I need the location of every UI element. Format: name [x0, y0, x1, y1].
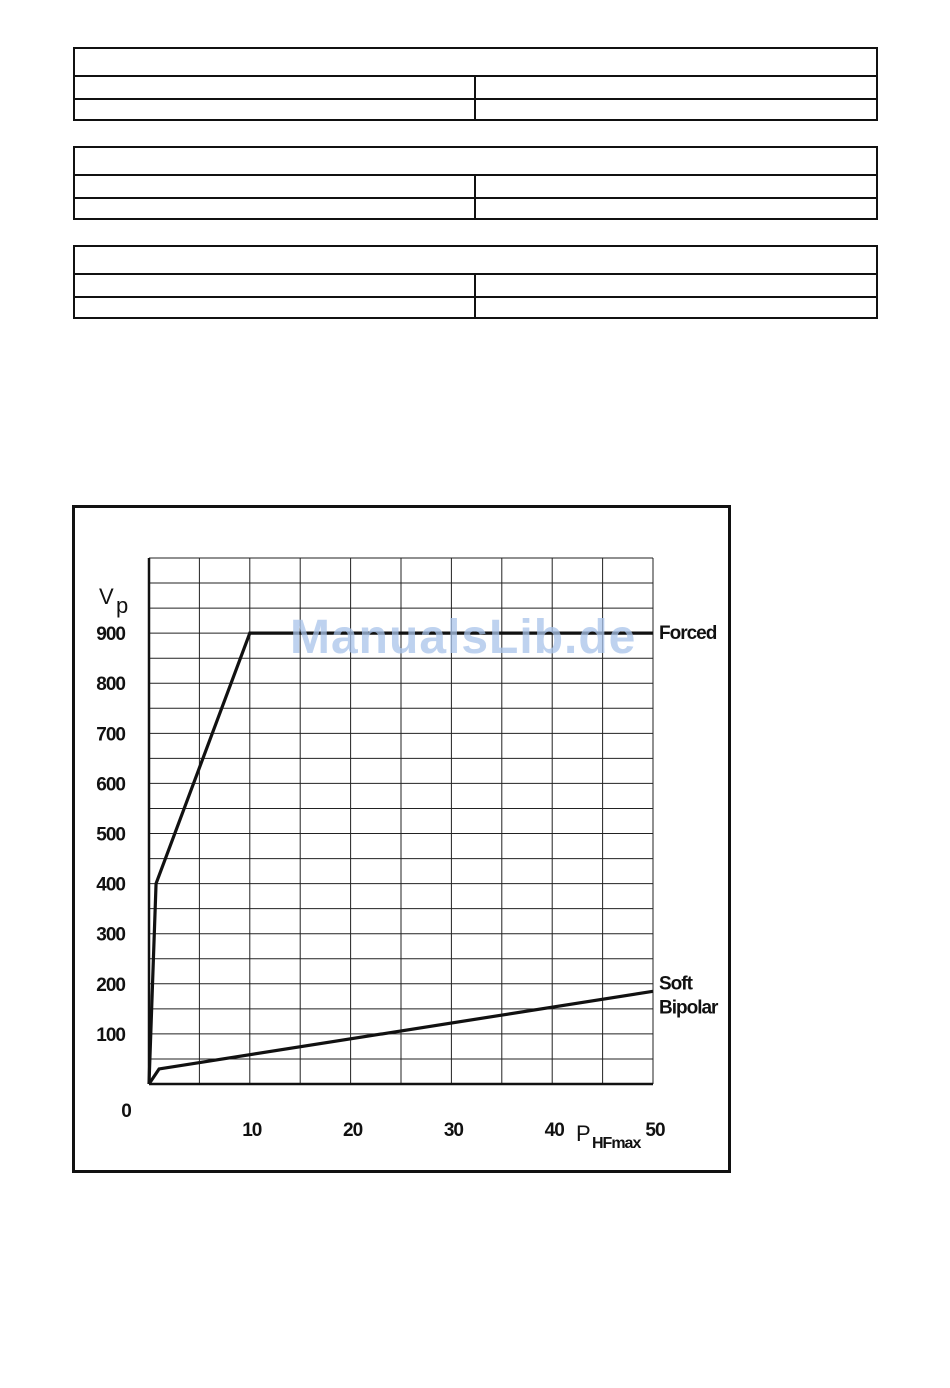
parameter-table-2	[73, 146, 878, 220]
table-row	[75, 100, 876, 119]
parameter-table-1	[73, 47, 878, 121]
y-tick-label: 600	[96, 774, 125, 796]
table-cell	[476, 199, 876, 218]
table-row	[75, 298, 876, 317]
table-header	[75, 247, 876, 275]
x-tick-label: 40	[544, 1120, 564, 1141]
table-cell	[75, 176, 476, 197]
table-cell	[476, 298, 876, 317]
table-cell	[476, 77, 876, 98]
series-label-forced: Forced	[659, 623, 717, 645]
y-tick-label: 500	[96, 824, 125, 846]
table-cell	[75, 100, 476, 119]
y-tick-label: 900	[96, 624, 125, 646]
table-header	[75, 148, 876, 176]
series-label-soft-bipolar: Bipolar	[659, 997, 718, 1019]
x-axis-label-sub: HFmax	[592, 1135, 641, 1152]
origin-label: 0	[121, 1101, 131, 1122]
voltage-power-chart	[72, 505, 731, 1173]
chart-labels	[96, 584, 719, 1152]
table-cell	[75, 77, 476, 98]
y-tick-label: 200	[96, 974, 125, 996]
table-cell	[476, 100, 876, 119]
table-cell	[75, 298, 476, 317]
y-axis-label: V	[99, 584, 114, 609]
x-axis-label: P	[576, 1121, 591, 1146]
parameter-table-3	[73, 245, 878, 319]
table-cell	[75, 275, 476, 296]
table-header	[75, 49, 876, 77]
x-tick-label: 50	[645, 1120, 665, 1141]
table-row	[75, 176, 876, 199]
y-axis-label-sub: p	[116, 593, 129, 618]
table-cell	[476, 176, 876, 197]
table-row	[75, 77, 876, 100]
x-tick-label: 10	[242, 1120, 262, 1141]
y-tick-label: 800	[96, 674, 125, 696]
table-row	[75, 275, 876, 298]
x-tick-label: 20	[343, 1120, 363, 1141]
y-tick-label: 100	[96, 1024, 125, 1046]
table-cell	[476, 275, 876, 296]
series-label-soft-bipolar: Soft	[659, 973, 692, 995]
watermark: ManualsLib.de	[290, 611, 637, 664]
table-row	[75, 199, 876, 218]
y-tick-label: 700	[96, 724, 125, 746]
x-tick-label: 30	[443, 1120, 463, 1141]
y-tick-label: 400	[96, 874, 125, 896]
table-cell	[75, 199, 476, 218]
y-tick-label: 300	[96, 924, 125, 946]
